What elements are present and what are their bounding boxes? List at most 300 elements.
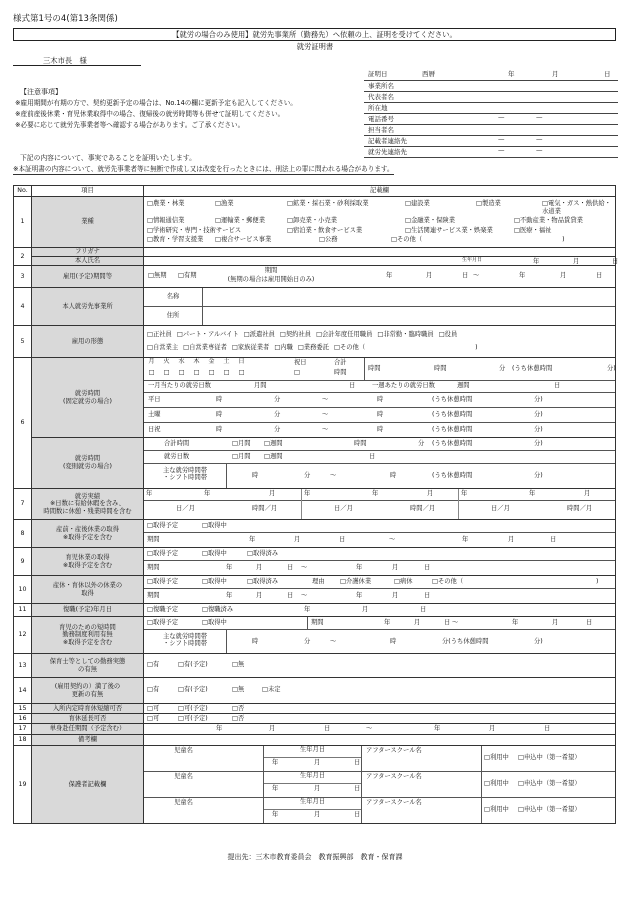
child-name-label-1: 児童名 — [174, 747, 193, 754]
mat-d2: 日 — [550, 536, 557, 543]
opt-public[interactable]: □公務 — [319, 236, 338, 244]
row-nursery-worker — [14, 654, 616, 678]
fixed-hours-item — [32, 358, 144, 438]
other-leave-field — [144, 576, 616, 604]
saturday-label: 土曜 — [148, 411, 161, 418]
monthly-days-label: 一月当たりの就労日数 — [148, 382, 211, 389]
start-d: 日 — [462, 272, 469, 279]
child-entry-1[interactable] — [144, 746, 615, 772]
variable-hours-sub: (変則就労の場合) — [63, 463, 112, 470]
opt-research[interactable]: □学術研究・専門・技術サービス — [147, 226, 242, 234]
ol-m2: 月 — [392, 592, 399, 599]
single-posting-field[interactable] — [144, 724, 616, 735]
after-apply-2[interactable]: □申込中（第一希望） — [518, 780, 581, 787]
reason-illness[interactable]: □病休 — [394, 578, 413, 585]
row-item: 備考欄 — [32, 735, 144, 746]
rec3-m: 月 — [584, 490, 591, 497]
rec2-hours: 時間／月 — [410, 505, 436, 512]
start-m: 月 — [426, 272, 433, 279]
short-ok[interactable]: □可 — [147, 705, 160, 712]
cc-tilde: ～ — [301, 564, 308, 571]
remarks-field[interactable] — [144, 735, 616, 746]
addressee: 三木市長 様 — [13, 57, 141, 66]
main-hours-row[interactable] — [144, 464, 615, 488]
rec3-y: 年 — [529, 490, 536, 497]
certificate-table — [13, 185, 619, 824]
after-apply-1[interactable]: □申込中（第一希望） — [518, 754, 581, 761]
chk-mon[interactable]: □ — [148, 369, 155, 376]
saturday-hours-row[interactable] — [144, 408, 615, 423]
sat-fun2: 分) — [534, 411, 543, 418]
nursery-yes[interactable]: □有 — [147, 661, 160, 668]
wd-fun2: 分) — [534, 396, 543, 403]
after-school-label-2: アフタースクール名 — [366, 773, 422, 780]
opt-it[interactable]: □情報通信業 — [147, 217, 185, 225]
ol-d1: 日 — [287, 592, 294, 599]
short-hours-main[interactable] — [144, 630, 615, 653]
child-name-label-3: 児童名 — [174, 799, 193, 806]
row-no: 11 — [14, 604, 32, 617]
work-record-field — [144, 489, 616, 520]
row-fixed-hours — [14, 358, 616, 438]
sat-fun1: 分 — [274, 411, 281, 418]
sm-ji1: 時 — [252, 638, 259, 645]
sun-break: (うち休憩時間 — [432, 426, 473, 433]
opt-homework[interactable]: □内職 — [274, 344, 293, 351]
chk-sun[interactable]: □ — [238, 369, 245, 376]
after-use-2[interactable]: □利用中 — [484, 780, 509, 787]
short-hours-item — [32, 617, 144, 654]
monthly-label: 月間 — [254, 382, 267, 389]
workplace-name-row[interactable] — [144, 288, 615, 307]
renewal-undecided[interactable]: □未定 — [262, 686, 281, 693]
end-d: 日 — [596, 272, 603, 279]
mat-m1: 月 — [294, 536, 301, 543]
reason-other-close: ) — [596, 578, 599, 585]
row-industry — [14, 197, 616, 248]
short-hours-note: ※取得予定を含む — [62, 638, 113, 646]
fixed-hours-label: 就労時間 — [74, 389, 101, 397]
opt-contract[interactable]: □契約社員 — [279, 331, 312, 339]
statement: 下記の内容について、事実であることを証明いたします。 — [20, 154, 196, 162]
chk-wed[interactable]: □ — [178, 369, 185, 376]
opt-fiscal[interactable]: □会計年度任用職員 — [316, 331, 373, 339]
c1-m: 月 — [314, 759, 321, 766]
main-fun1: 分 — [304, 472, 311, 479]
sp-d1: 日 — [324, 725, 331, 732]
row-no: 7 — [14, 489, 32, 520]
row-employment-period — [14, 266, 616, 288]
workplace-addr-row[interactable] — [144, 307, 615, 325]
cert-date-row[interactable] — [364, 70, 618, 81]
type-line-2 — [147, 344, 613, 352]
cert-field-office[interactable]: 事業所名 — [364, 81, 618, 92]
row-remarks — [14, 735, 616, 746]
end-m: 月 — [560, 272, 567, 279]
nursery-field — [144, 654, 616, 678]
return-done[interactable]: □復職済み — [202, 606, 234, 613]
row-no: 13 — [14, 654, 32, 678]
ol-m1: 月 — [256, 592, 263, 599]
variable-hours-item — [32, 438, 144, 489]
total-hours-row[interactable] — [144, 438, 615, 451]
main-fun2: 分) — [534, 472, 543, 479]
cert-year: 年 — [508, 70, 515, 78]
ret-d: 日 — [420, 606, 427, 613]
opt-selfemployed[interactable]: □自営業主 — [147, 344, 179, 351]
record-month-3[interactable] — [458, 489, 615, 519]
days-count-weekly[interactable]: □週間 — [264, 453, 283, 460]
var-min-unit: 分 — [418, 440, 425, 447]
employer-dash-1: — — [498, 146, 505, 154]
weekday-grid — [144, 358, 615, 381]
sp-tilde: ～ — [366, 725, 373, 732]
opt-medical[interactable]: □医療・福祉 — [514, 226, 552, 234]
mat-y1: 年 — [249, 536, 256, 543]
main-hours-label: 主な就労時間帯 — [162, 467, 208, 474]
cc-d2: 日 — [424, 564, 431, 571]
sh-d1: 日 — [444, 619, 451, 626]
maternity-planned[interactable]: □取得予定 — [147, 522, 179, 529]
short-ok-planned[interactable]: □可(予定) — [178, 705, 208, 712]
row-no: 3 — [14, 266, 32, 288]
cert-field-phone[interactable] — [364, 114, 618, 125]
monthly-day-unit: 日 — [349, 382, 356, 389]
main-ji2: 時 — [390, 472, 397, 479]
chk-fri[interactable]: □ — [208, 369, 215, 376]
opt-other-label: □その他（ — [391, 236, 423, 244]
c1-y: 年 — [272, 759, 279, 766]
work-record-item — [32, 489, 144, 520]
record-month-2[interactable] — [301, 489, 458, 519]
opt-family[interactable]: □家族従業者 — [231, 344, 270, 351]
row-item: 復職(予定)年月日 — [32, 604, 144, 617]
sh-m1: 月 — [414, 619, 421, 626]
opt-dispatch[interactable]: □派遣社員 — [243, 331, 275, 339]
row-single-posting — [14, 724, 616, 735]
main-tilde: ～ — [330, 472, 337, 479]
rec1-m: 月 — [269, 490, 276, 497]
day-sat: 土 — [223, 358, 230, 365]
wd-ji2: 時 — [377, 396, 384, 403]
after-use-3[interactable]: □利用中 — [484, 806, 509, 813]
opt-selfemployed-staff[interactable]: □自営業専従者 — [183, 344, 227, 351]
child-birth-label-1: 生年月日 — [264, 746, 361, 758]
child-birth-label-3: 生年月日 — [264, 798, 361, 810]
sp-d2: 日 — [544, 725, 551, 732]
other-leave-item — [32, 576, 144, 604]
total-hours-label: 合計時間 — [164, 440, 190, 447]
opt-realestate[interactable]: □不動産業・物品賃貸業 — [514, 217, 583, 225]
day-thu: 木 — [193, 358, 200, 365]
childcare-label: 育児休業の取得 — [65, 553, 110, 561]
period-field — [144, 266, 616, 288]
ext-ng[interactable]: □否 — [232, 715, 245, 722]
opt-manufacturing[interactable]: □製造業 — [476, 200, 501, 208]
opt-indefinite[interactable]: □無期 — [148, 272, 167, 279]
sp-y2: 年 — [434, 725, 441, 732]
opt-fulltime[interactable]: □正社員 — [147, 331, 172, 339]
nursery-no[interactable]: □無 — [232, 661, 245, 668]
maternity-period[interactable] — [144, 533, 615, 547]
cert-month: 月 — [552, 70, 559, 78]
reason-other[interactable]: □その他（ — [432, 578, 464, 585]
workplace-field — [144, 288, 616, 326]
opt-officer[interactable]: □役員 — [438, 331, 458, 339]
days-count-row[interactable] — [144, 451, 615, 464]
ol-d2: 日 — [424, 592, 431, 599]
chk-tue[interactable]: □ — [163, 369, 170, 376]
row-item: 単身赴任期間（予定含む） — [32, 724, 144, 735]
opt-outsource[interactable]: □業務委託 — [297, 344, 329, 351]
period-label: 期間 — [264, 267, 278, 274]
weekly-days-label: 一週あたりの就労日数 — [372, 382, 435, 389]
sat-ji1: 時 — [216, 411, 223, 418]
ol-y1: 年 — [226, 592, 233, 599]
variable-hours-field — [144, 438, 616, 489]
sp-m1: 月 — [269, 725, 276, 732]
renewal-no[interactable]: □無 — [232, 686, 245, 693]
period-note: (無期の場合は雇用開始日のみ) — [227, 276, 315, 283]
opt-education[interactable]: □教育・学習支援業 — [147, 236, 204, 244]
birth-m: 月 — [573, 258, 580, 265]
short-planned[interactable]: □取得予定 — [147, 619, 179, 626]
holiday-hours-row[interactable] — [144, 423, 615, 437]
row-contract-renewal — [14, 678, 616, 704]
chk-holiday[interactable]: □ — [294, 369, 300, 376]
return-field — [144, 604, 616, 617]
opt-fishery[interactable]: □漁業 — [215, 200, 234, 208]
opt-agriculture[interactable]: □農業・林業 — [147, 200, 185, 208]
cc-d1: 日 — [287, 564, 294, 571]
note-line-1: ※雇用期間が有期の方で、契約更新予定の場合は、No.14の欄に更新予定も記入してください。 — [15, 99, 297, 107]
short-current[interactable]: □取得中 — [202, 619, 227, 626]
rec3-hours: 時間／月 — [567, 505, 593, 512]
total-hours-monthly[interactable]: □月間 — [232, 440, 251, 447]
type-line-1 — [147, 331, 613, 339]
other-current[interactable]: □取得中 — [202, 578, 227, 585]
cc-m2: 月 — [392, 564, 399, 571]
row-no: 2 — [14, 248, 32, 266]
child-entry-2[interactable] — [144, 772, 615, 798]
cert-field-rep[interactable]: 代表者名 — [364, 92, 618, 103]
total-break-label: (うち休憩時間 — [512, 365, 553, 372]
short-main-label: 主な就労時間帯 — [162, 633, 208, 640]
row-no: 18 — [14, 735, 32, 746]
rec3-days: 日／月 — [491, 505, 510, 512]
row-no: 16 — [14, 714, 32, 724]
row-short-hours — [14, 617, 616, 654]
rec2-y-a: 年 — [304, 490, 311, 497]
other-done[interactable]: □取得済み — [247, 578, 279, 585]
after-use-1[interactable]: □利用中 — [484, 754, 509, 761]
var-break-label: (うち休憩時間 — [432, 440, 473, 447]
other-planned[interactable]: □取得予定 — [147, 578, 179, 585]
no-header: No. — [14, 186, 32, 197]
total-hours-weekly[interactable]: □週間 — [264, 440, 283, 447]
birth-d: 日 — [612, 258, 619, 265]
childcare-period[interactable] — [144, 561, 615, 575]
row-no: 17 — [14, 724, 32, 735]
sunday-holiday-label: 日祝 — [148, 426, 161, 433]
days-count-unit: 日 — [369, 453, 376, 460]
other-period-label: 期間 — [147, 592, 160, 599]
day-tue: 火 — [163, 358, 170, 365]
ext-ok-planned[interactable]: □可(予定) — [178, 715, 208, 722]
opt-wholesale[interactable]: □卸売業・小売業 — [287, 217, 338, 225]
cert-field-writer-contact[interactable] — [364, 136, 618, 147]
renewal-field — [144, 678, 616, 704]
row-leave-shortening — [14, 704, 616, 714]
after-apply-3[interactable]: □申込中（第一希望） — [518, 806, 581, 813]
sm-fun1: 分 — [304, 638, 311, 645]
note-line-2: ※産前産後休業・育児休業取得中の場合、復帰後の就労時間等も併せて証明してください。 — [15, 110, 285, 118]
c1-d: 日 — [354, 759, 361, 766]
holiday-label: 祝日 — [294, 359, 307, 366]
submission-footer: 提出先：三木市教育委員会 教育振興部 教育・保育課 — [227, 853, 403, 861]
tilde: ～ — [473, 272, 480, 279]
renewal-planned[interactable]: □有(予定) — [178, 686, 208, 693]
sun-tilde: ～ — [322, 426, 329, 433]
child-entry-3[interactable] — [144, 798, 615, 823]
row-leave-extension — [14, 714, 616, 724]
chk-sat[interactable]: □ — [223, 369, 230, 376]
weekly-day-unit: 日 — [554, 382, 561, 389]
maternity-field — [144, 520, 616, 548]
page-title: 就労証明書 — [296, 42, 334, 51]
row-no: 4 — [14, 288, 32, 326]
wd-fun1: 分 — [274, 396, 281, 403]
childcare-period-label: 期間 — [147, 564, 160, 571]
opt-fixed[interactable]: □有期 — [178, 272, 197, 279]
return-planned[interactable]: □復職予定 — [147, 606, 179, 613]
type-other-label: □その他（ — [334, 344, 366, 351]
other-leave-period[interactable] — [144, 589, 615, 603]
table-header-row — [14, 186, 616, 197]
opt-other-close: ) — [562, 236, 565, 244]
weekday-hours-row[interactable] — [144, 393, 615, 408]
kana-field[interactable] — [144, 248, 616, 257]
childcare-current[interactable]: □取得中 — [202, 550, 227, 557]
c2-d: 日 — [354, 785, 361, 792]
phone-dash-1: — — [498, 113, 505, 121]
opt-finance[interactable]: □金融業・保険業 — [405, 217, 456, 225]
opt-transport[interactable]: □運輸業・郵便業 — [215, 217, 266, 225]
child-name-label-2: 児童名 — [174, 773, 193, 780]
opt-lifestyle[interactable]: □生活関連サービス業・娯楽業 — [405, 226, 493, 234]
guardian-field — [144, 746, 616, 824]
row-no: 8 — [14, 520, 32, 548]
extension-field — [144, 714, 616, 724]
notes-title: 【注意事項】 — [20, 88, 62, 96]
type-other-close: ) — [475, 344, 478, 351]
renewal-label2: 更新の有無 — [71, 690, 104, 698]
cert-date-label: 証明日 — [368, 70, 388, 78]
opt-construction[interactable]: □建設業 — [405, 200, 430, 208]
opt-compound[interactable]: □複合サービス事業 — [215, 236, 272, 244]
work-record-label: 就労実績 — [74, 492, 101, 500]
chk-thu[interactable]: □ — [193, 369, 200, 376]
opt-hospitality[interactable]: □宿泊業・飲食サービス業 — [287, 226, 363, 234]
phone-label: 電話番号 — [368, 115, 394, 123]
shortening-field — [144, 704, 616, 714]
cc-y2: 年 — [356, 564, 363, 571]
childcare-done[interactable]: □取得済み — [247, 550, 279, 557]
renewal-label: (雇用契約の）満了後の — [54, 682, 121, 690]
wd-break: (うち休憩時間 — [432, 396, 473, 403]
sm-break: 分(うち休憩時間 — [442, 638, 489, 645]
maternity-current[interactable]: □取得中 — [202, 522, 227, 529]
short-hours-label2: 勤務制度利用有無 — [62, 631, 113, 639]
row-workplace — [14, 288, 616, 326]
birth-y: 年 — [533, 258, 540, 265]
rec2-m: 月 — [427, 490, 434, 497]
rec3-y-a: 年 — [461, 490, 468, 497]
employer-dash-2: — — [536, 146, 543, 154]
main-hours-label2: ・シフト時間帯 — [162, 474, 208, 482]
record-month-1[interactable] — [144, 489, 301, 519]
row-item: 育休延長可否 — [32, 714, 144, 724]
row-no: 15 — [14, 704, 32, 714]
days-count-monthly[interactable]: □月間 — [232, 453, 251, 460]
nursery-planned[interactable]: □有(予定) — [178, 661, 208, 668]
cert-field-employer-contact[interactable] — [364, 147, 618, 158]
industry-options — [144, 197, 616, 248]
opt-utilities[interactable]: □電気・ガス・熱供給・水道業 — [542, 200, 611, 215]
sh-y2: 年 — [512, 619, 519, 626]
cc-y1: 年 — [226, 564, 233, 571]
usage-banner: 【就労の場合のみ使用】就労先事業所（勤務先）へ依頼の上、証明を受けてください。 — [13, 28, 616, 41]
renewal-yes[interactable]: □有 — [147, 686, 160, 693]
opt-other[interactable] — [391, 236, 613, 244]
total-min-unit: 分 — [499, 365, 506, 372]
sun-ji1: 時 — [216, 426, 223, 433]
days-count-label: 就労日数 — [164, 453, 190, 460]
reason-nursing[interactable]: □介護休業 — [340, 578, 372, 585]
ret-m: 月 — [362, 606, 369, 613]
row-guardian — [14, 746, 616, 824]
row-work-record — [14, 489, 616, 520]
sh-m2: 月 — [552, 619, 559, 626]
childcare-planned[interactable]: □取得予定 — [147, 550, 179, 557]
ol-tilde: ～ — [301, 592, 308, 599]
ext-ok[interactable]: □可 — [147, 715, 160, 722]
main-hours-label-cell — [144, 464, 227, 488]
name-field[interactable] — [144, 257, 619, 266]
row-no: 1 — [14, 197, 32, 248]
kana-label: フリガナ — [32, 248, 144, 257]
short-ng[interactable]: □否 — [232, 705, 245, 712]
ret-y: 年 — [304, 606, 311, 613]
mat-y2: 年 — [462, 536, 469, 543]
opt-parttime[interactable]: □パート・アルバイト — [176, 331, 239, 339]
opt-mining[interactable]: □鉱業・採石業・砂利採取業 — [287, 200, 369, 208]
start-y: 年 — [386, 272, 393, 279]
opt-temporary[interactable]: □非常勤・臨時職員 — [377, 331, 434, 339]
day-fri: 金 — [208, 358, 215, 365]
nursery-item — [32, 654, 144, 678]
cert-field-person[interactable]: 担当者名 — [364, 125, 618, 136]
monthly-days-row[interactable] — [144, 381, 615, 393]
certifier-block — [364, 70, 618, 158]
opt-type-other[interactable] — [334, 344, 478, 352]
total-break-unit: 分) — [607, 365, 616, 372]
cert-day: 日 — [604, 70, 611, 78]
cert-field-address[interactable]: 所在地 — [364, 103, 618, 114]
row-item: 雇用(予定)期間等 — [32, 266, 144, 288]
weekday-label: 平日 — [148, 396, 161, 403]
childcare-note: ※取得予定を含む — [62, 561, 113, 569]
